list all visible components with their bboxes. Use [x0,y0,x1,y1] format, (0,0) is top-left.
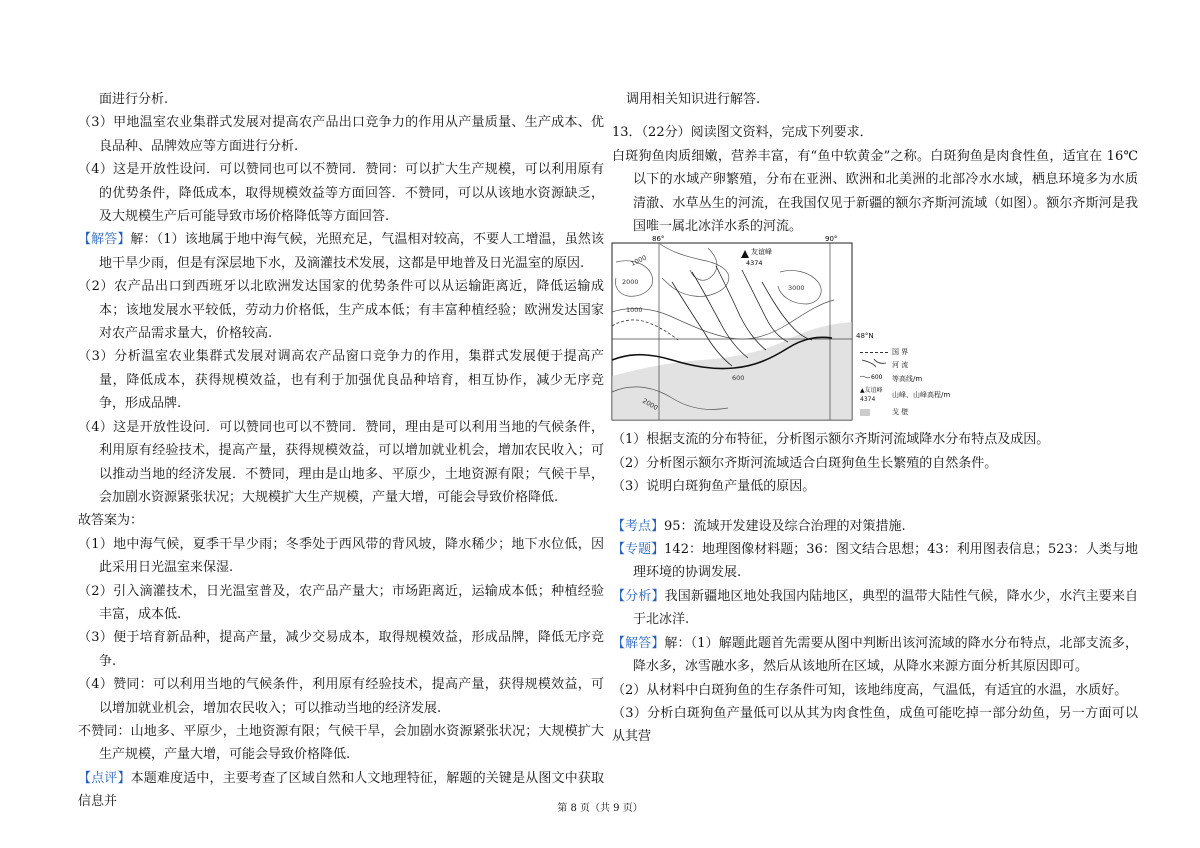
peak-name: 友谊峰 [751,248,772,257]
question-intro: 白斑狗鱼肉质细嫩，营养丰富，有“鱼中软黄金”之称。白斑狗鱼是肉食性鱼，适宜在 16℃以下的水域产卵繁殖，分布在亚洲、欧洲和北美洲的北部冷水水域，栖息环境多为水质清澈、水草丛生的河流，在我国仅见于新疆的额尔齐斯河流域（如图）。额尔齐斯河是我国唯一属北冰洋水系的河流。 [612,148,1138,235]
text-line: （4）赞同：可以利用当地的气候条件，利用原有经验技术，提高产量，获得规模效益，可以增加就业机会，增加农民收入；可以推动当地的经济发展. [78,677,604,716]
contour-label: 1000 [629,254,648,269]
text-line: 不赞同：山地多、平原少，土地资源有限；气候干旱，会加剧水资源紧张状况；大规模扩大生产规模，产量大增，可能会导致价格降低. [78,723,604,763]
text-line: （3）甲地温室农业集群式发展对提高农产品出口竞争力的作用从产量质量、生产成本、优良品种、品牌效应等方面进行分析. [78,115,604,154]
text-line: 面进行分析. [99,92,169,107]
peak-height: 4374 [746,259,763,268]
right-column [612,88,1138,749]
left-column [78,88,604,814]
fenxi-tag: 【分析】 [612,588,665,604]
contour-label: 3000 [788,284,805,293]
comment-tag: 【点评】 [78,770,131,786]
map-svg [612,235,854,422]
text-line: （3）分析温室农业集群式发展对调高农产品窗口竞争力的作用，集群式发展便于提高产量，降低成本，获得规模效益，也有利于加强优良品种培育，相互协作，减少无序竞争，形成品牌. [78,349,604,412]
sub-question-1: （1）根据支流的分布特征，分析图示额尔齐斯河流域降水分布特点及成因。 [612,432,1050,448]
answer-text: 解：（1）该地属于地中海气候，光照充足，气温相对较高，不要人工增温，虽然该地干旱少雨，但是有深层地下水，及滴灌技术发展，这都是甲地普及日光温室的原因. [99,232,604,271]
question-title: 13．（22分）阅读图文资料，完成下列要求． [612,125,873,141]
answer-2: （2）从材料中白斑狗鱼的生存条件可知，该地纬度高，气温低，有适宜的水温，水质好。 [612,682,1128,698]
contour-icon [860,372,888,386]
legend-item: 国 界 [860,346,970,358]
jieda-tag: 【解答】 [612,635,665,651]
text-line: （2）引入滴灌技术，日光温室普及，农产品产量大；市场距离近，运输成本低；种植经验丰富，成本低. [78,583,604,622]
text-line: （2）农产品出口到西班牙以北欧洲发达国家的优势条件可以从运输距离近，降低运输成本；该地发展水平较低，劳动力价格低，生产成本低；有丰富种植经验；欧洲发达国家对农产品需求量大，价格较高. [78,279,604,342]
text-line: （4）这是开放性设问．可以赞同也可以不赞同．赞同：可以扩大生产规模，可以利用原有的优势条件，降低成本，取得规模效益等方面回答．不赞同，可以从该地水资源缺乏，及大规模生产后可能导致市场价格降低等方面回答. [78,162,604,225]
legend-item: 河 流 [860,358,970,372]
text-line: 调用相关知识进行解答. [626,92,761,107]
desert-icon [860,409,870,416]
kaodian-tag: 【考点】 [612,518,665,534]
fenxi-text: 我国新疆地区地处我国内陆地区，典型的温带大陆性气候，降水少，水汽主要来自于北冰洋. [633,588,1138,628]
text-line: （4）这是开放性设问．可以赞同也可以不赞同．赞同，理由是可以利用当地的气候条件，利用原有经验技术，提高产量，获得规模效益，可以增加就业机会，增加农民收入；可以推动当地的经济发展．不赞同，理由是山地多、平原少，土地资源有限；气候干旱，会加剧水资源紧张状况；大规模扩大生产规模，产量大增，可能会导致价格降低. [78,419,604,505]
answer-paragraph [78,228,604,275]
contour-label: 600 [732,374,745,383]
lat-label: 48°N [856,332,874,341]
svg-text:600: 600 [871,374,883,382]
contour-label: 2000 [641,397,660,413]
jieda-text: 解：（1）解题此题首先需要从图中判断出该河流域的降水分布特点，北部支流多，降水多，冰雪融水多，然后从该地所在区域，从降水来源方面分析其原因即可。 [633,635,1138,675]
river-icon [860,358,888,372]
zhuanti-text: 142：地理图像材料题；36：图文结合思想；43：利用图表信息；523：人类与地理环境的协调发展. [633,542,1138,581]
river-basin-map [612,235,951,422]
contour-label: 1000 [626,306,643,315]
jieda-paragraph [612,632,1138,679]
text-line: （1）地中海气候，夏季干旱少雨；冬季处于西风带的背风坡，降水稀少；地下水位低，因此采用日光温室来保湿. [78,536,604,576]
answer-3: （3）分析白斑狗鱼产量低可以从其为肉食性鱼，成鱼可能吃掉一部分幼鱼，另一方面可以从其营 [612,705,1138,745]
zhuanti-paragraph [612,538,1138,585]
comment-text: 本题难度适中，主要考查了区域自然和人文地理特征，解题的关键是从图文中获取信息并 [78,770,604,810]
lon-label: 90° [825,235,838,244]
peak-legend-icon: ▲友谊峰 4374 [860,387,883,404]
sub-question-2: （2）分析图示额尔齐斯河流域适合白斑狗鱼生长繁殖的自然条件。 [612,455,998,471]
legend-item: ▲友谊峰 4374山峰、山峰高程/m [860,387,951,404]
contour-label: 2000 [622,278,639,287]
legend-item: 600 等高线/m [860,372,970,386]
answer-tag: 【解答】 [78,232,131,248]
map-legend [860,346,970,418]
sub-question-3: （3）说明白斑狗鱼产量低的原因。 [612,479,816,495]
text-line: （3）便于培育新品种，提高产量，减少交易成本，取得规模效益，形成品牌，降低无序竞争. [78,630,604,669]
page-footer: 第 8 页（共 9 页） [557,803,643,814]
kaodian-text: 95：流域开发建设及综合治理的对策措施. [664,518,906,534]
text-line: 故答案为： [78,513,144,529]
zhuanti-tag: 【专题】 [612,542,665,558]
lon-label: 86° [652,235,665,244]
legend-item: 戈 壁 [860,406,970,418]
fenxi-paragraph [612,585,1138,632]
kaodian-paragraph [612,515,1138,538]
